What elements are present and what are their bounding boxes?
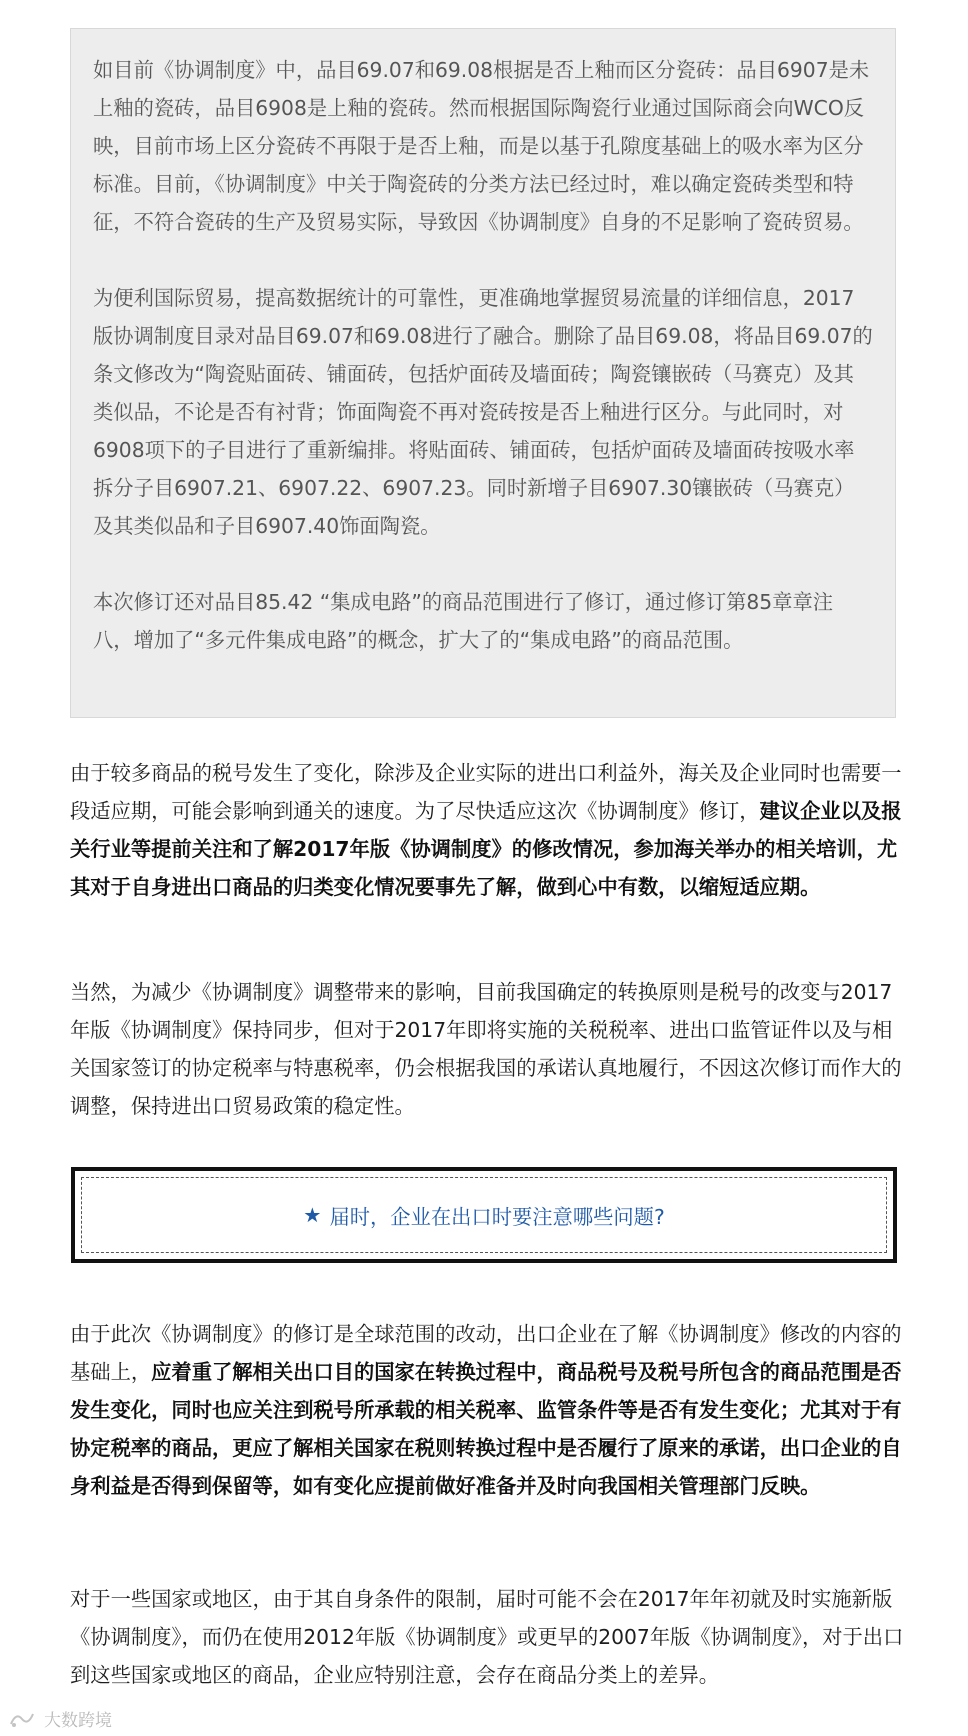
watermark xyxy=(8,1706,112,1731)
watermark-logo-icon xyxy=(8,1709,36,1729)
paragraph-text: 当然，为减少《协调制度》调整带来的影响，目前我国确定的转换原则是税号的改变与2017年版《协调制度》保持同步，但对于2017年即将实施的关税税率、进出口监管证件以及与相关国家签订的协定税率与特惠税率，仍会根据我国的承诺认真地履行，不因这次修订而作大的调整，保持进出口贸易政策的稳定性。 xyxy=(70,980,902,1118)
question-callout-inner xyxy=(81,1177,887,1253)
quoted-excerpt-box xyxy=(70,28,896,718)
paragraph-version-differences xyxy=(70,1580,906,1694)
paragraph-text xyxy=(70,1315,906,1505)
paragraph-text xyxy=(70,754,906,906)
question-heading: 届时，企业在出口时要注意哪些问题? xyxy=(329,1204,665,1229)
paragraph-normal-text: 由于此次《协调制度》的修订是全球范围的改动，出口企业在了解《协调制度》修改的内容的基础上， xyxy=(70,1322,902,1384)
paragraph-export-attention xyxy=(70,1315,906,1505)
watermark-text: 大数跨境 xyxy=(44,1711,112,1731)
paragraph-text: 对于一些国家或地区，由于其自身条件的限制，届时可能不会在2017年年初就及时实施新版《协调制度》，而仍在使用2012年版《协调制度》或更早的2007年版《协调制度》，对于出口到这些国家或地区的商品，企业应特别注意，会存在商品分类上的差异。 xyxy=(70,1587,904,1687)
quote-paragraph-tile-classification: 如目前《协调制度》中，品目69.07和69.08根据是否上釉而区分瓷砖：品目6907是未上釉的瓷砖，品目6908是上釉的瓷砖。然而根据国际陶瓷行业通过国际商会向WCO反映，目前市场上区分瓷砖不再限于是否上釉，而是以基于孔隙度基础上的吸水率为区分标准。目前，《协调制度》中关于陶瓷砖的分类方法已经过时，难以确定瓷砖类型和特征，不符合瓷砖的生产及贸易实际，导致因《协调制度》自身的不足影响了瓷砖贸易。 xyxy=(93,58,870,234)
question-callout-box xyxy=(71,1167,897,1263)
paragraph-bold-recommendation: 建议企业以及报关行业等提前关注和了解2017年版《协调制度》的修改情况，参加海关举办的相关培训，尤其对于自身进出口商品的归类变化情况要事先了解，做到心中有数，以缩短适应期。 xyxy=(70,799,902,899)
star-icon: ★ xyxy=(303,1203,322,1227)
paragraph-adaptation-period xyxy=(70,754,906,906)
quote-paragraph-2017-merge: 为便利国际贸易，提高数据统计的可靠性，更准确地掌握贸易流量的详细信息，2017版协调制度目录对品目69.07和69.08进行了融合。删除了品目69.08，将品目69.07的条文修改为“陶瓷贴面砖、铺面砖，包括炉面砖及墙面砖；陶瓷镶嵌砖（马赛克）及其类似品，不论是否有衬背；饰面陶瓷不再对瓷砖按是否上釉进行区分。与此同时，对6908项下的子目进行了重新编排。将贴面砖、铺面砖，包括炉面砖及墙面砖按吸水率拆分子目6907.21、6907.22、6907.23。同时新增子目6907.30镶嵌砖（马赛克）及其类似品和子目6907.40饰面陶瓷。 xyxy=(93,286,873,538)
paragraph-conversion-principle xyxy=(70,973,906,1125)
paragraph-bold-advice: 应着重了解相关出口目的国家在转换过程中，商品税号及税号所包含的商品范围是否发生变化，同时也应关注到税号所承载的相关税率、监管条件等是否有发生变化；尤其对于有协定税率的商品，更应了解相关国家在税则转换过程中是否履行了原来的承诺，出口企业的自身利益是否得到保留等，如有变化应提前做好准备并及时向我国相关管理部门反映。 xyxy=(70,1360,902,1498)
quote-paragraph-integrated-circuit: 本次修订还对品目85.42 “集成电路”的商品范围进行了修订，通过修订第85章章注八，增加了“多元件集成电路”的概念，扩大了的“集成电路”的商品范围。 xyxy=(93,590,834,652)
paragraph-normal-text: 由于较多商品的税号发生了变化，除涉及企业实际的进出口利益外，海关及企业同时也需要一段适应期，可能会影响到通关的速度。为了尽快适应这次《协调制度》修订， xyxy=(70,761,902,823)
